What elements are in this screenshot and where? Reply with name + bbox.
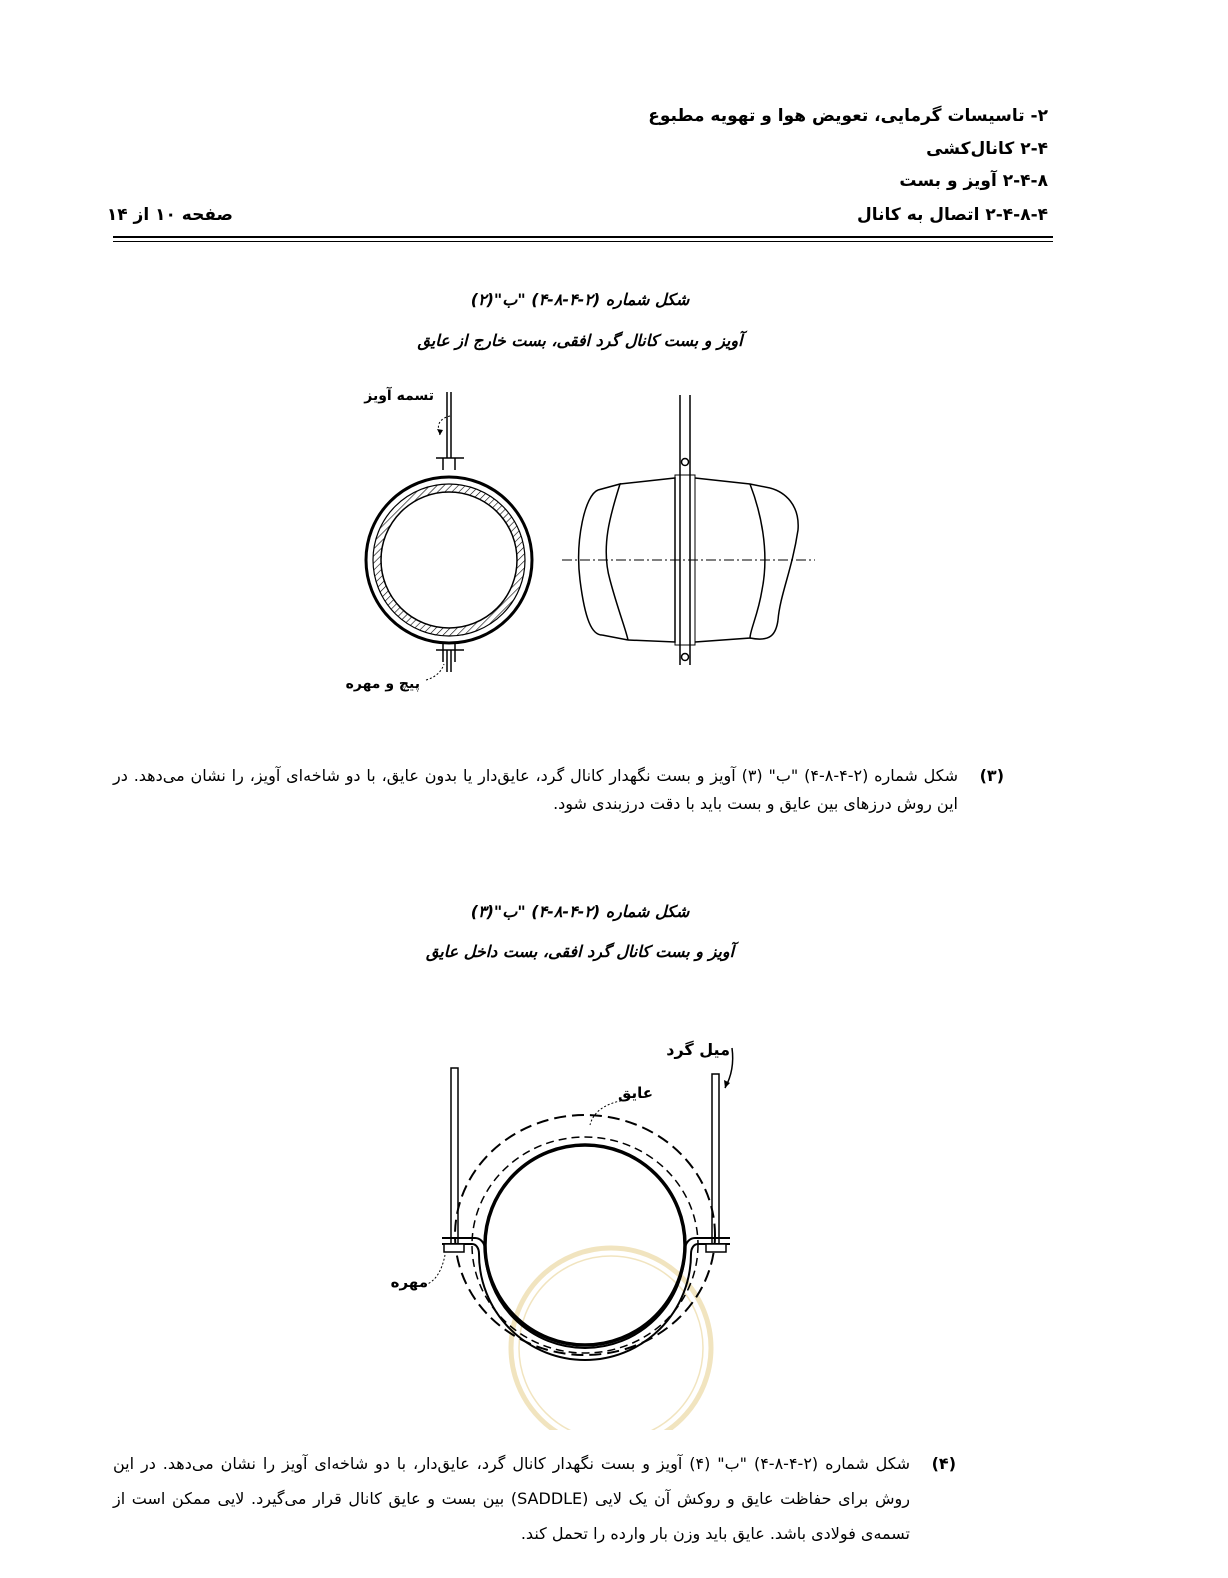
figure2-title: شکل شماره (۲-۴-۸-۴) "ب"(۲) [470, 290, 690, 309]
page-number: صفحه ۱۰ از ۱۴ [106, 205, 233, 225]
label-bolt-nut: پیچ و مهره [345, 676, 420, 692]
paragraph-3 [113, 762, 1004, 818]
label-nut: مهره [390, 1273, 428, 1291]
paragraph-3-text: شکل شماره (۲-۴-۸-۴) "ب" (۳) آویز و بست نگهدار کانال گرد، عایق‌دار یا بدون عایق، با دو شاخه‌ای آویز، را نشان می‌دهد. در این روش درزهای بین عایق و بست باید با دقت درزبندی شود. [113, 766, 959, 813]
nut-left [444, 1244, 464, 1252]
duct-circle [485, 1145, 685, 1345]
label-strap: تسمه آویز [364, 388, 434, 404]
figure2-drawing [330, 380, 850, 710]
paragraph-3-number: (۳) [979, 766, 1004, 785]
section-heading-3: ۲-۴-۸ آویز و بست [899, 171, 1048, 191]
section-heading-2: ۲-۴ کانال‌کشی [926, 139, 1048, 159]
header-rule [113, 236, 1053, 238]
label-rod: میل گرد [666, 1040, 730, 1059]
figure3-drawing [380, 1030, 780, 1430]
paragraph-4 [113, 1446, 956, 1551]
section-heading-1: ۲- تاسیسات گرمایی، تعویض هوا و تهویه مطبوع [648, 106, 1048, 126]
duct-side-view [562, 395, 815, 665]
figure3-title: شکل شماره (۲-۴-۸-۴) "ب"(۳) [470, 902, 690, 921]
figure2-subtitle: آویز و بست کانال گرد افقی، بست خارج از عایق [417, 331, 743, 350]
label-insulation: عایق [617, 1084, 653, 1102]
rod-left [451, 1068, 458, 1248]
nut-right [706, 1244, 726, 1252]
paragraph-4-text: شکل شماره (۲-۴-۸-۴) "ب" (۴) آویز و بست نگهدار کانال گرد، عایق‌دار، با دو شاخه‌ای آویز را نشان می‌دهد. در این روش برای حفاظت عایق و روکش آن یک لایی (SADDLE) بین بست و عایق کانال قرار می‌گیرد. لایی ممکن است از تسمه‌ی فولادی باشد. عایق باید وزن بار وارده را تحمل کند. [113, 1454, 911, 1543]
header-rule-thin [113, 241, 1053, 242]
rod-right [712, 1074, 719, 1246]
paragraph-4-number: (۴) [931, 1454, 956, 1473]
saddle-band [442, 1238, 730, 1348]
figure3-subtitle: آویز و بست کانال گرد افقی، بست داخل عایق [425, 942, 735, 961]
duct-cross-section [366, 392, 532, 680]
section-heading-4: ۲-۴-۸-۴ اتصال به کانال [856, 205, 1048, 225]
insulation-outline [455, 1115, 715, 1355]
